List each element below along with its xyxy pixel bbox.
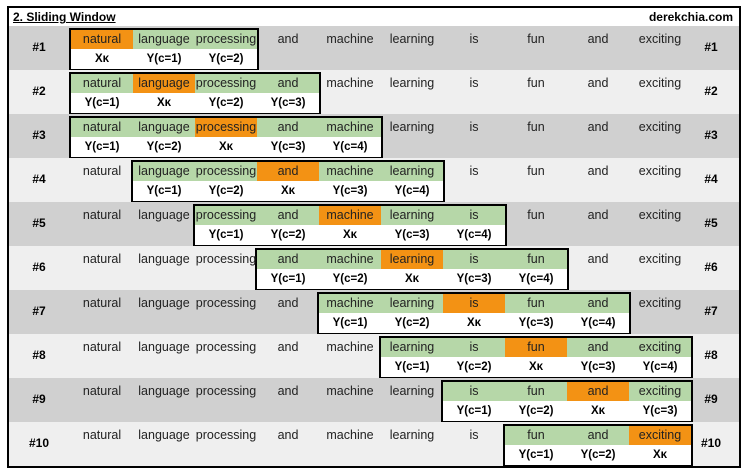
- context-word: fun: [505, 426, 567, 445]
- word-cell: fun: [527, 164, 545, 178]
- context-label: Y(c=3): [332, 185, 368, 197]
- context-word: processing: [195, 30, 257, 49]
- word-cell: machine: [326, 340, 374, 354]
- context-label: Y(c=3): [270, 141, 306, 153]
- context-word: fun: [505, 294, 567, 313]
- diagram-title: 2. Sliding Window: [13, 10, 116, 24]
- context-label: Y(c=1): [84, 97, 120, 109]
- word-cell: language: [138, 296, 190, 310]
- target-word: and: [257, 162, 319, 181]
- word-cell: exciting: [638, 76, 682, 90]
- context-word: fun: [505, 250, 567, 269]
- context-label: Y(c=3): [518, 317, 554, 329]
- target-word: natural: [71, 30, 133, 49]
- row-label-left: #7: [32, 304, 46, 318]
- word-cell: exciting: [638, 208, 682, 222]
- word-cell: is: [469, 76, 479, 90]
- target-label: Xκ: [652, 449, 668, 461]
- context-word: machine: [319, 250, 381, 269]
- context-label: Y(c=2): [208, 53, 244, 65]
- target-word: processing: [195, 118, 257, 137]
- target-label: Xκ: [590, 405, 606, 417]
- context-word: is: [443, 206, 505, 225]
- context-word: processing: [195, 206, 257, 225]
- context-word: and: [567, 426, 629, 445]
- context-word: and: [567, 294, 629, 313]
- context-word: machine: [319, 118, 381, 137]
- word-cell: natural: [82, 208, 122, 222]
- word-cell: exciting: [638, 32, 682, 46]
- context-label: Y(c=2): [332, 273, 368, 285]
- context-word: and: [257, 250, 319, 269]
- word-cell: and: [587, 208, 609, 222]
- word-cell: natural: [82, 296, 122, 310]
- context-word: and: [567, 338, 629, 357]
- target-label: Xκ: [342, 229, 358, 241]
- context-word: fun: [505, 382, 567, 401]
- context-word: and: [257, 206, 319, 225]
- context-word: machine: [319, 294, 381, 313]
- target-word: learning: [381, 250, 443, 269]
- word-cell: processing: [195, 252, 257, 266]
- target-label: Xκ: [156, 97, 172, 109]
- word-cell: is: [469, 120, 479, 134]
- row-label-left: #8: [32, 348, 46, 362]
- word-cell: fun: [527, 208, 545, 222]
- target-word: fun: [505, 338, 567, 357]
- word-cell: learning: [389, 32, 435, 46]
- context-word: and: [257, 118, 319, 137]
- context-word: language: [133, 30, 195, 49]
- context-label: Y(c=1): [332, 317, 368, 329]
- context-label: Y(c=1): [270, 273, 306, 285]
- context-word: processing: [195, 162, 257, 181]
- word-cell: fun: [527, 120, 545, 134]
- word-cell: learning: [389, 76, 435, 90]
- target-word: and: [567, 382, 629, 401]
- context-label: Y(c=1): [84, 141, 120, 153]
- context-word: natural: [71, 118, 133, 137]
- context-label: Y(c=1): [518, 449, 554, 461]
- row-label-right: #3: [704, 128, 718, 142]
- context-label: Y(c=2): [518, 405, 554, 417]
- context-word: exciting: [629, 338, 691, 357]
- word-cell: and: [277, 340, 299, 354]
- word-cell: language: [138, 252, 190, 266]
- context-word: exciting: [629, 382, 691, 401]
- word-cell: and: [587, 76, 609, 90]
- context-word: and: [257, 74, 319, 93]
- word-cell: exciting: [638, 164, 682, 178]
- row-label-right: #2: [704, 84, 718, 98]
- row-label-left: #10: [28, 436, 50, 450]
- word-cell: language: [138, 208, 190, 222]
- context-word: language: [133, 118, 195, 137]
- context-label: Y(c=2): [146, 141, 182, 153]
- row-label-right: #10: [700, 436, 722, 450]
- word-cell: and: [277, 428, 299, 442]
- context-word: learning: [381, 294, 443, 313]
- word-cell: natural: [82, 252, 122, 266]
- row-label-left: #2: [32, 84, 46, 98]
- word-cell: processing: [195, 384, 257, 398]
- word-cell: machine: [326, 384, 374, 398]
- word-cell: learning: [389, 120, 435, 134]
- context-label: Y(c=4): [456, 229, 492, 241]
- context-label: Y(c=3): [456, 273, 492, 285]
- context-label: Y(c=3): [642, 405, 678, 417]
- target-label: Xκ: [218, 141, 234, 153]
- context-label: Y(c=2): [208, 97, 244, 109]
- word-cell: learning: [389, 384, 435, 398]
- word-cell: fun: [527, 76, 545, 90]
- word-cell: and: [587, 32, 609, 46]
- word-cell: natural: [82, 428, 122, 442]
- word-cell: natural: [82, 164, 122, 178]
- word-cell: processing: [195, 428, 257, 442]
- context-label: Y(c=1): [146, 185, 182, 197]
- word-cell: and: [277, 296, 299, 310]
- row-label-left: #6: [32, 260, 46, 274]
- word-cell: is: [469, 164, 479, 178]
- word-cell: and: [587, 120, 609, 134]
- word-cell: exciting: [638, 296, 682, 310]
- row-label-right: #5: [704, 216, 718, 230]
- context-word: language: [133, 162, 195, 181]
- diagram-frame: [7, 6, 741, 468]
- target-label: Xκ: [528, 361, 544, 373]
- word-cell: and: [277, 32, 299, 46]
- context-label: Y(c=4): [518, 273, 554, 285]
- target-label: Xκ: [94, 53, 110, 65]
- row-label-left: #3: [32, 128, 46, 142]
- target-word: machine: [319, 206, 381, 225]
- word-cell: is: [469, 32, 479, 46]
- target-label: Xκ: [404, 273, 420, 285]
- context-label: Y(c=1): [456, 405, 492, 417]
- word-cell: is: [469, 428, 479, 442]
- row-label-right: #8: [704, 348, 718, 362]
- context-word: is: [443, 382, 505, 401]
- word-cell: language: [138, 384, 190, 398]
- row-label-right: #1: [704, 40, 718, 54]
- context-label: Y(c=2): [270, 229, 306, 241]
- word-cell: learning: [389, 428, 435, 442]
- context-word: natural: [71, 74, 133, 93]
- context-label: Y(c=2): [208, 185, 244, 197]
- word-cell: exciting: [638, 120, 682, 134]
- target-word: language: [133, 74, 195, 93]
- context-label: Y(c=3): [394, 229, 430, 241]
- row-label-left: #1: [32, 40, 46, 54]
- row-label-right: #6: [704, 260, 718, 274]
- row-label-left: #5: [32, 216, 46, 230]
- site-credit: derekchia.com: [648, 10, 733, 24]
- word-cell: and: [587, 164, 609, 178]
- context-label: Y(c=3): [270, 97, 306, 109]
- target-label: Xκ: [280, 185, 296, 197]
- context-label: Y(c=4): [580, 317, 616, 329]
- word-cell: processing: [195, 340, 257, 354]
- context-word: machine: [319, 162, 381, 181]
- word-cell: and: [277, 384, 299, 398]
- word-cell: machine: [326, 428, 374, 442]
- context-word: processing: [195, 74, 257, 93]
- context-word: learning: [381, 162, 443, 181]
- row-label-right: #9: [704, 392, 718, 406]
- context-label: Y(c=4): [332, 141, 368, 153]
- context-label: Y(c=4): [394, 185, 430, 197]
- row-label-left: #9: [32, 392, 46, 406]
- context-label: Y(c=1): [394, 361, 430, 373]
- context-label: Y(c=3): [580, 361, 616, 373]
- word-cell: natural: [82, 384, 122, 398]
- context-word: is: [443, 250, 505, 269]
- word-cell: and: [587, 252, 609, 266]
- context-word: learning: [381, 206, 443, 225]
- target-label: Xκ: [466, 317, 482, 329]
- context-label: Y(c=2): [580, 449, 616, 461]
- target-word: is: [443, 294, 505, 313]
- word-cell: processing: [195, 296, 257, 310]
- word-cell: machine: [326, 32, 374, 46]
- row-label-right: #7: [704, 304, 718, 318]
- word-cell: language: [138, 340, 190, 354]
- row-label-left: #4: [32, 172, 46, 186]
- context-label: Y(c=2): [394, 317, 430, 329]
- word-cell: machine: [326, 76, 374, 90]
- word-cell: fun: [527, 32, 545, 46]
- row-label-right: #4: [704, 172, 718, 186]
- context-word: learning: [381, 338, 443, 357]
- context-label: Y(c=1): [146, 53, 182, 65]
- target-word: exciting: [629, 426, 691, 445]
- word-cell: language: [138, 428, 190, 442]
- word-cell: natural: [82, 340, 122, 354]
- context-word: is: [443, 338, 505, 357]
- context-label: Y(c=4): [642, 361, 678, 373]
- context-label: Y(c=1): [208, 229, 244, 241]
- context-label: Y(c=2): [456, 361, 492, 373]
- word-cell: exciting: [638, 252, 682, 266]
